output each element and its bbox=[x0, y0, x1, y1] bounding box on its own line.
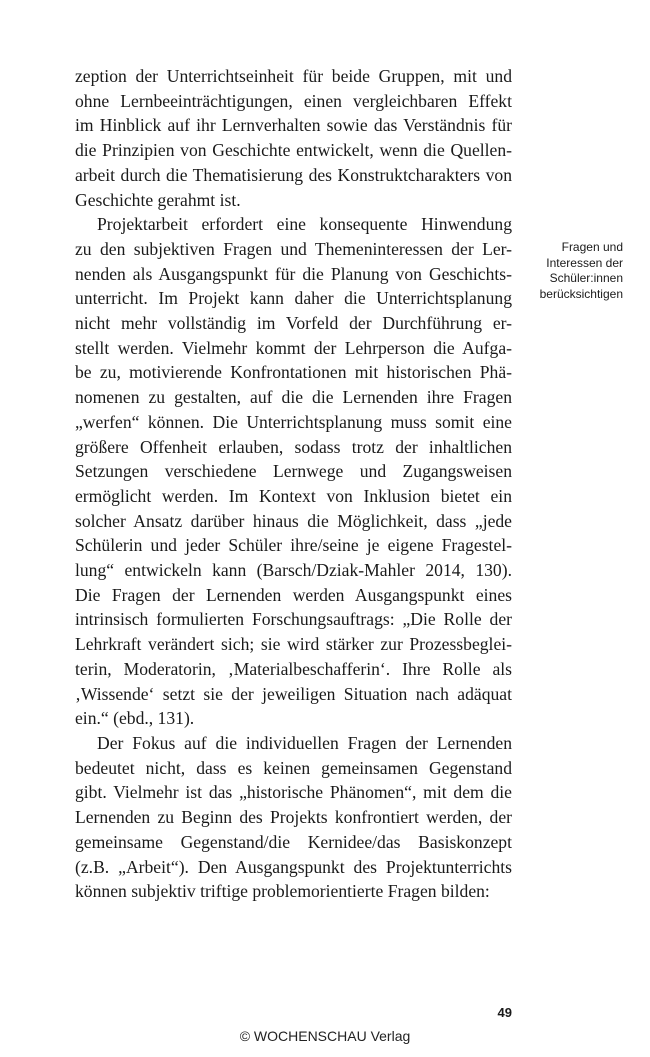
text-line: gemeinsame Gegenstand/die Kernidee/das Basiskonzept bbox=[75, 831, 512, 852]
margin-note-line: berücksichtigen bbox=[539, 286, 623, 301]
page-number: 49 bbox=[497, 1005, 512, 1020]
text-line: Setzungen verschiedene Lernwege und Zugangsweisen bbox=[75, 461, 512, 482]
text-line: Projektarbeit erfordert eine konsequente Hinwendung bbox=[97, 214, 512, 235]
margin-note-line: Schüler:innen bbox=[549, 271, 623, 285]
text-line: solcher Ansatz darüber hinaus die Möglichkeit, dass „jede bbox=[75, 510, 512, 531]
text-line: größere Offenheit erlauben, sodass trotz der inhaltlichen bbox=[75, 436, 512, 457]
publisher-footer: © WOCHENSCHAU Verlag bbox=[239, 1028, 411, 1044]
text-line: nicht mehr vollständig im Vorfeld der Durchführung er- bbox=[75, 313, 512, 334]
text-line: Lehrkraft verändert sich; sie wird stärker zur Prozessbeglei- bbox=[75, 634, 512, 655]
text-line: Schülerin und jeder Schüler ihre/seine je eigene Fragestel- bbox=[75, 535, 512, 556]
text-line: können subjektiv triftige problemorientierte Fragen bilden: bbox=[75, 881, 490, 902]
text-line: zu den subjektiven Fragen und Themeninteressen der Ler- bbox=[75, 238, 512, 259]
text-line: terin, Moderatorin, ‚Materialbeschafferin‘. Ihre Rolle als bbox=[75, 658, 512, 679]
text-line: ermöglicht werden. Im Kontext von Inklusion bietet ein bbox=[75, 485, 512, 506]
text-line: ‚Wissende‘ setzt sie der jeweiligen Situation nach adäquat bbox=[75, 683, 512, 704]
margin-note-line: Fragen und bbox=[561, 240, 623, 254]
text-line: ein.“ (ebd., 131). bbox=[75, 708, 195, 729]
text-line: (z.B. „Arbeit“). Den Ausgangspunkt des Projektunterrichts bbox=[75, 856, 512, 877]
text-line: im Hinblick auf ihr Lernverhalten sowie das Verständnis für bbox=[75, 115, 512, 136]
body-text bbox=[75, 64, 512, 904]
text-line: arbeit durch die Thematisierung des Konstruktcharakters von bbox=[75, 164, 512, 185]
text-line: „werfen“ können. Die Unterrichtsplanung muss somit eine bbox=[75, 411, 512, 432]
text-line: intrinsisch formulierten Forschungsauftrags: „Die Rolle der bbox=[75, 609, 512, 630]
text-line: gibt. Vielmehr ist das „historische Phänomen“, mit dem die bbox=[75, 782, 512, 803]
text-line: Die Fragen der Lernenden werden Ausgangspunkt eines bbox=[75, 584, 512, 605]
text-line: ohne Lernbeeinträchtigungen, einen vergleichbaren Effekt bbox=[75, 90, 512, 111]
text-line: stellt werden. Vielmehr kommt der Lehrperson die Aufga- bbox=[75, 337, 512, 358]
text-line: Geschichte gerahmt ist. bbox=[75, 189, 241, 210]
text-line: bedeutet nicht, dass es keinen gemeinsamen Gegenstand bbox=[75, 757, 512, 778]
text-line: be zu, motivierende Konfrontationen mit historischen Phä- bbox=[75, 362, 512, 383]
text-line: nenden als Ausgangspunkt für die Planung von Geschichts- bbox=[75, 263, 512, 284]
text-line: zeption der Unterrichtseinheit für beide Gruppen, mit und bbox=[75, 66, 512, 86]
margin-note bbox=[530, 240, 623, 302]
text-line: die Prinzipien von Geschichte entwickelt, wenn die Quellen- bbox=[75, 140, 512, 161]
text-line: lung“ entwickeln kann (Barsch/Dziak-Mahler 2014, 130). bbox=[75, 560, 512, 581]
text-line: unterricht. Im Projekt kann daher die Unterrichtsplanung bbox=[75, 288, 512, 309]
text-line: Der Fokus auf die individuellen Fragen der Lernenden bbox=[97, 732, 512, 753]
text-line: Lernenden zu Beginn des Projekts konfrontiert werden, der bbox=[75, 807, 512, 828]
text-line: nomenen zu gestalten, auf die die Lernenden ihre Fragen bbox=[75, 387, 512, 408]
margin-note-line: Interessen der bbox=[546, 255, 623, 270]
